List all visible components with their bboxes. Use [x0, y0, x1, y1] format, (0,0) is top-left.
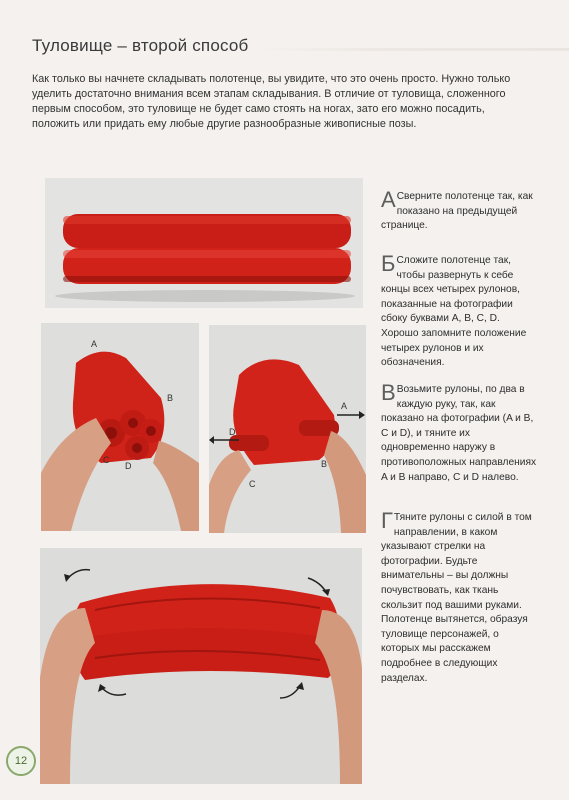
step-d-text: Тяните рулоны с силой в том направлении, в каком указывают стрелки на фотографии. Будьте внимательны – вы должны почувствовать, как ткань скользит под вашими руками. Полотенце вытянется, образуя туловище персонажей, о которых мы расскажем подробнее в следующих разделах.: [381, 512, 532, 684]
photo-rolled-towel: [45, 178, 363, 308]
step-b-text: Сложите полотенце так, чтобы развернуть к себе концы всех четырех рулонов, показанные на фотографии сбоку буквами A, B, C, D. Хорошо запомните положение четырех рулонов и их обозначения.: [381, 255, 527, 369]
step-c-letter: В: [381, 380, 396, 405]
photo-pulling-rolls: [209, 325, 366, 533]
step-b-letter: Б: [381, 251, 396, 276]
photo-folded-rolls: [41, 323, 199, 531]
step-c: [381, 380, 539, 485]
photo2-label-b: B: [167, 393, 174, 403]
step-d: [381, 508, 539, 686]
photo2-label-d: D: [125, 461, 132, 471]
step-a-letter: А: [381, 187, 396, 212]
photo-stretched-towel: [40, 548, 362, 784]
step-a-text: Сверните полотенце так, как показано на предыдущей странице.: [381, 191, 533, 232]
page-number: 12: [6, 746, 36, 776]
photo2-label-c: C: [103, 455, 110, 465]
photo3-label-a: A: [341, 401, 348, 411]
step-b: [381, 251, 539, 371]
page-title: Туловище – второй способ: [32, 36, 249, 55]
photo2-label-a: A: [91, 339, 98, 349]
step-a: [381, 187, 539, 234]
photo3-label-c: C: [249, 479, 256, 489]
photo3-label-b: B: [321, 459, 328, 469]
step-c-text: Возьмите рулоны, по два в каждую руку, так, как показано на фотографии (A и B, C и D), и тяните их одновременно наружу в противоположных направлениях A и B направо, C и D налево.: [381, 384, 537, 483]
intro-paragraph: Как только вы начнете складывать полотенце, вы увидите, что это очень просто. Нужно только уделить достаточно внимания всем этапам складывания. В отличие от туловища, сложенного первым способом, это туловище не будет само стоять на ногах, зато его можно посадить, положить или придать ему любые другие разнообразные живописные позы.: [32, 73, 511, 130]
title-rule: [262, 48, 569, 51]
step-d-letter: Г: [381, 508, 393, 533]
photo3-label-d: D: [229, 427, 236, 437]
